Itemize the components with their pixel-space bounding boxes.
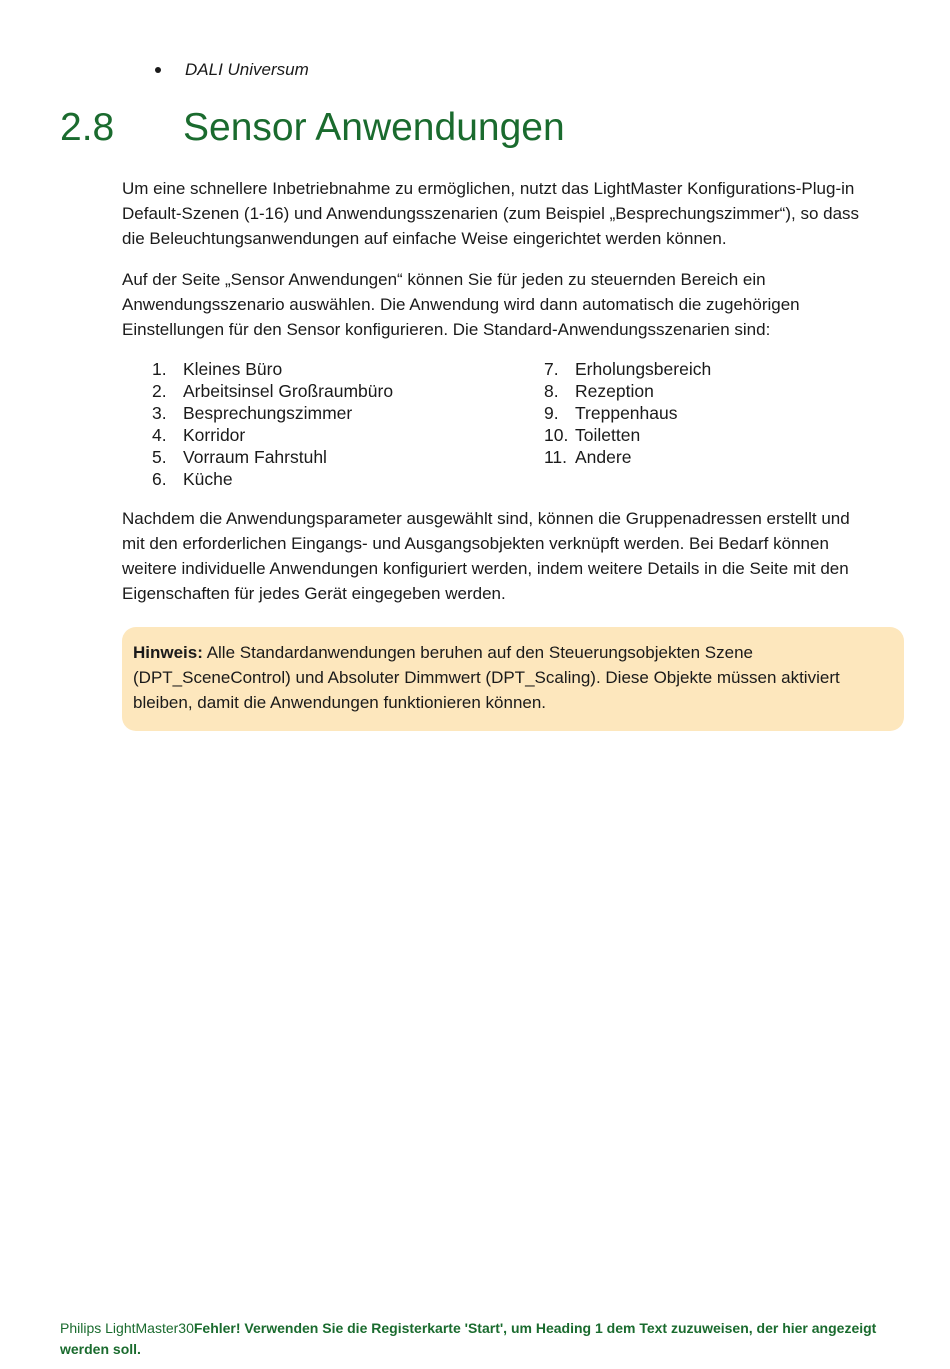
footer-page-number: 30 [178, 1320, 194, 1336]
list-item-number: 8. [544, 381, 559, 401]
list-item-number: 1. [152, 359, 167, 379]
scenario-intro-paragraph: Auf der Seite „Sensor Anwendungen“ können Sie für jeden zu steuernden Bereich ein Anwendungsszenario auswählen. Die Anwendung wird dann automatisch die zugehörigen Einstellungen für den Sensor konfigurieren. Die Standard-Anwendungsszenarien sind: [122, 270, 800, 339]
list-item-label: Küche [183, 469, 233, 489]
list-item [152, 424, 544, 446]
page-footer [60, 1318, 890, 1360]
list-item [544, 402, 711, 424]
list-item-label: Erholungsbereich [575, 359, 712, 379]
intro-paragraph: Um eine schnellere Inbetriebnahme zu ermöglichen, nutzt das LightMaster Konfigurations-Plug-in Default-Szenen (1-16) und Anwendungsszenarien (zum Beispiel „Besprechungszimmer“), so dass die Beleuchtungsanwendungen auf einfache Weise eingerichtet werden können. [122, 179, 860, 248]
list-item [544, 446, 711, 468]
list-item-label: Rezeption [575, 381, 654, 401]
list-item-number: 2. [152, 381, 167, 401]
list-item-number: 11. [544, 447, 568, 467]
list-item [544, 358, 711, 380]
bullet-text: DALI Universum [185, 60, 309, 79]
list-item-label: Kleines Büro [183, 359, 283, 379]
footer-prefix: Philips LightMaster [60, 1320, 179, 1336]
list-item [152, 446, 544, 468]
list-item [152, 402, 544, 424]
list-item-number: 4. [152, 425, 167, 445]
note-box [122, 627, 904, 731]
main-content [122, 176, 862, 622]
note-label: Hinweis: [133, 643, 203, 662]
list-item-number: 5. [152, 447, 167, 467]
list-item-label: Toiletten [575, 425, 641, 445]
list-item-label: Treppenhaus [575, 403, 678, 423]
section-title: Sensor Anwendungen [183, 106, 565, 149]
list-item-label: Andere [575, 447, 632, 467]
bullet-item [155, 60, 309, 80]
scenario-list-left [122, 358, 544, 490]
section-number: 2.8 [60, 106, 115, 149]
parameters-paragraph: Nachdem die Anwendungsparameter ausgewählt sind, können die Gruppenadressen erstellt und mit den erforderlichen Eingangs- und Ausgangsobjekten verknüpft werden. Bei Bedarf können weitere individuelle Anwendungen konfiguriert werden, indem weitere Details in die Seite mit den Eigenschaften für jedes Gerät eingegeben werden. [122, 509, 850, 603]
list-item-number: 6. [152, 469, 167, 489]
list-item-label: Vorraum Fahrstuhl [183, 447, 327, 467]
list-item [544, 380, 711, 402]
list-item-number: 9. [544, 403, 559, 423]
bullet-dot-icon [155, 67, 161, 73]
footer-error-text: Fehler! Verwenden Sie die Registerkarte 'Start', um Heading 1 dem Text zuzuweisen, der hier angezeigt werden soll. [60, 1320, 877, 1357]
list-item-number: 10. [544, 425, 569, 445]
list-item [152, 358, 544, 380]
scenario-list [122, 358, 862, 490]
list-item-label: Korridor [183, 425, 246, 445]
list-item-number: 7. [544, 359, 559, 379]
list-item [152, 380, 544, 402]
list-item-label: Arbeitsinsel Großraumbüro [183, 381, 394, 401]
note-text: Alle Standardanwendungen beruhen auf den Steuerungsobjekten Szene (DPT_SceneControl) und Absoluter Dimmwert (DPT_Scaling). Diese Objekte müssen aktiviert bleiben, damit die Anwendungen funktionieren können. [133, 643, 840, 712]
list-item [544, 424, 711, 446]
list-item-label: Besprechungszimmer [183, 403, 353, 423]
scenario-list-right [544, 358, 711, 490]
section-heading [60, 106, 565, 150]
list-item-number: 3. [152, 403, 167, 423]
list-item [152, 468, 544, 490]
